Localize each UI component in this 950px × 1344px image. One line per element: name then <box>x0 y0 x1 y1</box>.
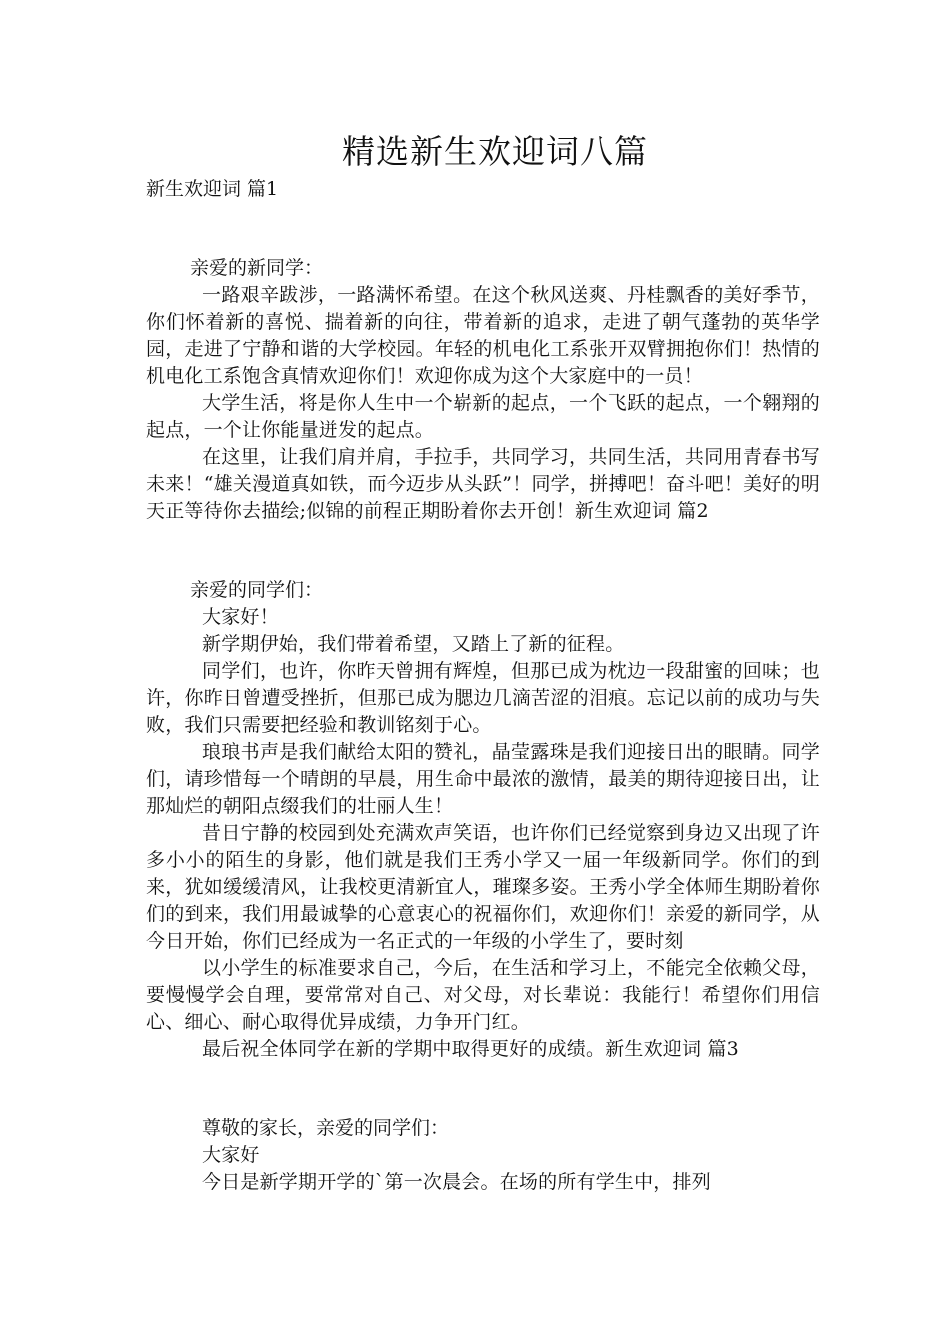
section-1-paragraph-3-text: 在这里，让我们肩并肩，手拉手，共同学习，共同生活，共同用青春书写未来！“雄关漫道真如铁，而今迈步从头跃”！同学，拼搏吧！奋斗吧！美好的明天正等待你去描绘;似锦的前程正期盼着你去开创！ <box>146 446 820 522</box>
section-3-heading: 新生欢迎词 篇3 <box>605 1038 739 1060</box>
section-3-spacer <box>146 1063 820 1115</box>
section-2-paragraph-3: 同学们，也许，你昨天曾拥有辉煌，但那已成为枕边一段甜蜜的回味；也许，你昨日曾遭受挫折，但那已成为腮边几滴苦涩的泪痕。忘记以前的成功与失败，我们只需要把经验和教训铭刻于心。 <box>146 660 820 736</box>
section-3-paragraph-2: 今日是新学期开学的`第一次晨会。在场的所有学生中，排列 <box>202 1171 711 1193</box>
document-title: 精选新生欢迎词八篇 <box>342 132 648 171</box>
section-1-salutation: 亲爱的新同学： <box>190 257 324 279</box>
section-2-paragraph-1: 大家好！ <box>202 606 279 628</box>
section-2-spacer <box>146 525 820 577</box>
section-1-paragraph-3 <box>146 444 820 525</box>
section-2-paragraph-5: 昔日宁静的校园到处充满欢声笑语，也许你们已经觉察到身边又出现了许多小小的陌生的身影，他们就是我们王秀小学又一届一年级新同学。你们的到来，犹如缓缓清风，让我校更清新宜人，璀璨多姿。王秀小学全体师生期盼着你们的到来，我们用最诚挚的心意衷心的祝福你们，欢迎你们！亲爱的新同学，从今日开始，你们已经成为一名正式的一年级的小学生了，要时刻 <box>146 822 820 952</box>
section-1-paragraph-2: 大学生活，将是你人生中一个崭新的起点，一个飞跃的起点，一个翱翔的起点，一个让你能量迸发的起点。 <box>146 392 820 441</box>
section-2-heading: 新生欢迎词 篇2 <box>575 500 709 522</box>
section-1-heading: 新生欢迎词 篇1 <box>146 178 279 200</box>
section-3-salutation: 尊敬的家长，亲爱的同学们： <box>202 1117 450 1139</box>
section-1-paragraph-1: 一路艰辛跋涉，一路满怀希望。在这个秋风送爽、丹桂飘香的美好季节，你们怀着新的喜悦、揣着新的向往，带着新的追求，走进了朝气蓬勃的英华学园，走进了宁静和谐的大学校园。年轻的机电化工系张开双臂拥抱你们！热情的机电化工系饱含真情欢迎你们！欢迎你成为这个大家庭中的一员！ <box>146 284 820 387</box>
section-2-paragraph-6: 以小学生的标准要求自己，今后，在生活和学习上，不能完全依赖父母，要慢慢学会自理，要常常对自己、对父母，对长辈说：我能行！希望你们用信心、细心、耐心取得优异成绩，力争开门红。 <box>146 957 820 1033</box>
section-2-paragraph-7 <box>146 1036 820 1063</box>
section-2-salutation: 亲爱的同学们： <box>190 579 324 601</box>
section-2-paragraph-7-text: 最后祝全体同学在新的学期中取得更好的成绩。 <box>202 1038 606 1060</box>
section-3-paragraph-1: 大家好 <box>202 1144 260 1166</box>
section-2-paragraph-2: 新学期伊始，我们带着希望，又踏上了新的征程。 <box>202 633 625 655</box>
section-1-spacer <box>146 203 820 255</box>
section-2-paragraph-4: 琅琅书声是我们献给太阳的赞礼，晶莹露珠是我们迎接日出的眼睛。同学们，请珍惜每一个晴朗的早晨，用生命中最浓的激情，最美的期待迎接日出，让那灿烂的朝阳点缀我们的壮丽人生！ <box>146 741 820 817</box>
